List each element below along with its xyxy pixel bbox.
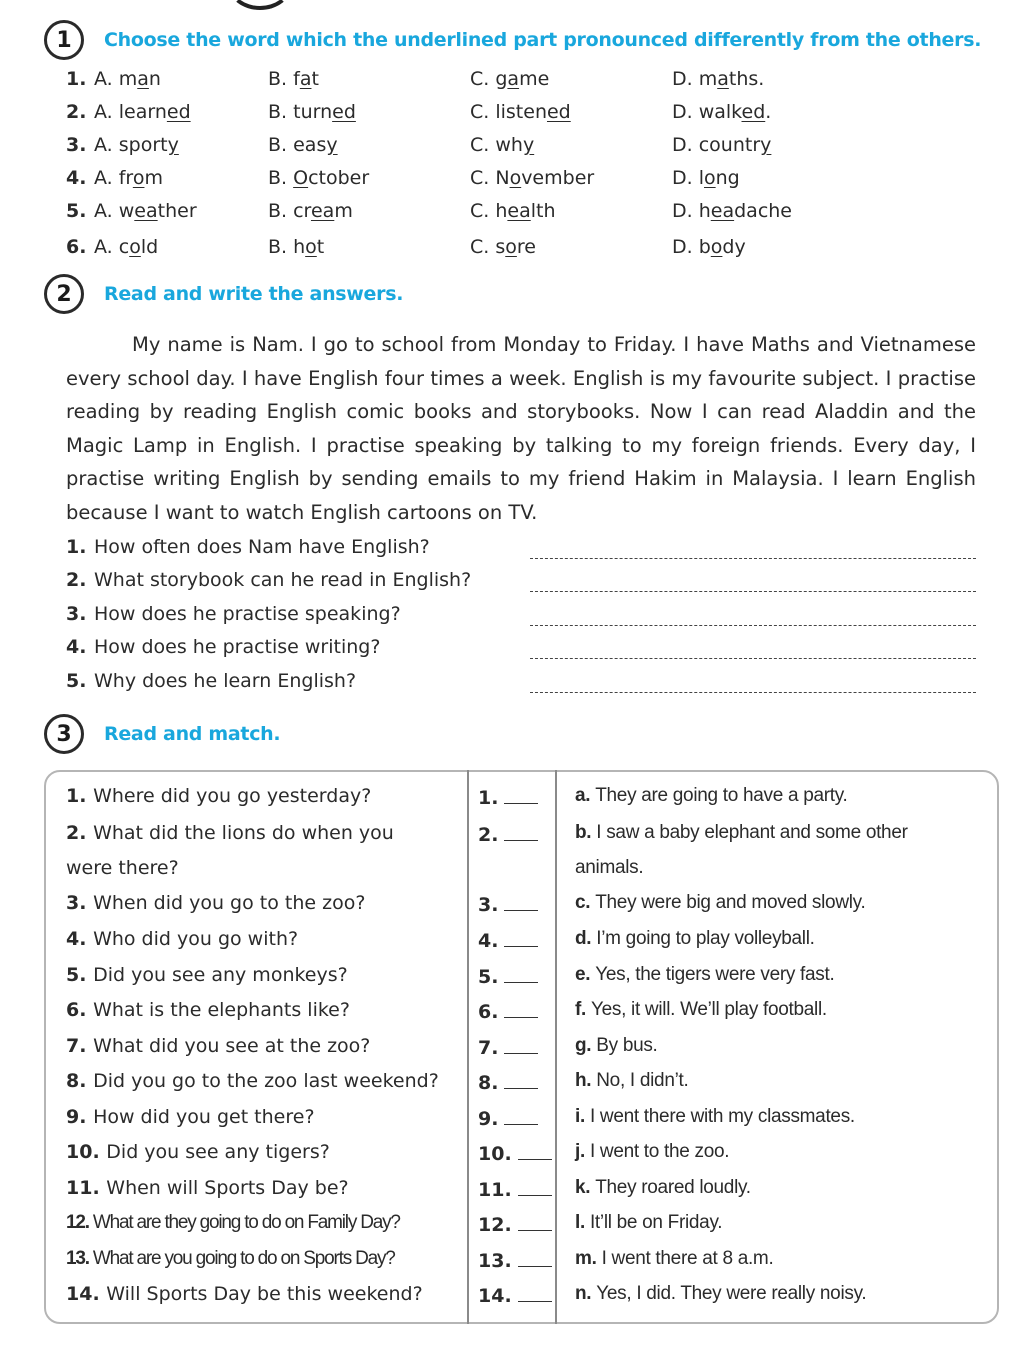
answer-blank[interactable] — [504, 1040, 538, 1054]
match-question — [66, 822, 394, 844]
exercise-1-title: Choose the word which the underlined part pronounced differently from the others. — [104, 29, 982, 51]
page-top-decoration — [228, 0, 292, 10]
question-text: How does he practise writing? — [94, 636, 381, 658]
question-text: What are you going to do on Sports Day? — [92, 1248, 395, 1269]
match-response — [575, 999, 827, 1021]
exercise-3-heading — [44, 714, 280, 754]
response-text: Yes, the tigers were very fast. — [595, 964, 835, 985]
answer-line[interactable] — [530, 692, 976, 693]
match-question — [66, 1070, 439, 1092]
match-question — [66, 1177, 349, 1199]
question-row — [66, 603, 976, 633]
answer-line[interactable] — [530, 558, 976, 559]
underlined-part: O — [293, 167, 309, 189]
response-text: By bus. — [596, 1035, 658, 1056]
response-letter: h. — [575, 1070, 597, 1091]
answer-option[interactable]: D. long — [672, 167, 740, 189]
exercise-1-number: 1 — [44, 20, 84, 60]
response-text: I went there at 8 a.m. — [601, 1248, 774, 1269]
match-question — [66, 928, 298, 950]
answer-blank[interactable] — [504, 969, 538, 983]
answer-blank[interactable] — [504, 827, 538, 841]
underlined-part: o — [129, 236, 141, 258]
answer-slot[interactable] — [478, 824, 538, 846]
question-number: 6. — [66, 999, 94, 1021]
match-response — [575, 1283, 866, 1305]
answer-blank[interactable] — [504, 1075, 538, 1089]
answer-slot[interactable] — [478, 930, 538, 952]
answer-number: 6. — [478, 1001, 499, 1023]
answer-number: 1. — [478, 787, 499, 809]
underlined-part: y — [326, 134, 338, 156]
answer-slot[interactable] — [478, 894, 538, 916]
response-letter: g. — [575, 1035, 597, 1056]
answer-blank[interactable] — [504, 790, 538, 804]
match-response — [575, 964, 834, 986]
answer-option[interactable]: B. easy — [268, 134, 338, 156]
question-number: 2. — [66, 569, 87, 591]
underlined-part: a — [137, 68, 149, 90]
answer-slot[interactable] — [478, 1143, 552, 1165]
exercise-2-heading — [44, 274, 403, 314]
match-response — [575, 785, 848, 807]
match-response — [575, 822, 908, 844]
match-question — [66, 892, 365, 914]
exercise-3-number: 3 — [44, 714, 84, 754]
answer-slot[interactable] — [478, 1001, 538, 1023]
answer-blank[interactable] — [518, 1288, 552, 1302]
question-text: Did you see any tigers? — [106, 1141, 330, 1163]
match-question — [66, 1141, 330, 1163]
response-letter: i. — [575, 1106, 590, 1127]
response-letter: d. — [575, 928, 597, 949]
underlined-part: ea — [710, 200, 735, 222]
underlined-part: ed — [741, 101, 766, 123]
answer-option[interactable]: D. walked. — [672, 101, 772, 123]
match-response — [575, 928, 815, 950]
response-letter: n. — [575, 1283, 597, 1304]
response-letter: a. — [575, 785, 596, 806]
answer-slot[interactable] — [478, 1250, 552, 1272]
response-text: I went there with my classmates. — [589, 1106, 855, 1127]
table-divider — [555, 770, 557, 1324]
answer-slot[interactable] — [478, 1037, 538, 1059]
match-response — [575, 1070, 688, 1092]
question-row — [66, 536, 976, 566]
question-number: 4. — [66, 928, 94, 950]
question-row — [66, 636, 976, 666]
answer-slot[interactable] — [478, 1285, 552, 1307]
answer-option[interactable]: A. sporty — [94, 134, 179, 156]
response-letter: b. — [575, 822, 597, 843]
underlined-part: a — [717, 68, 729, 90]
underlined-part: o — [132, 167, 145, 189]
response-text: They roared loudly. — [595, 1177, 751, 1198]
question-text: What did you see at the zoo? — [93, 1035, 371, 1057]
underlined-part: ea — [134, 200, 158, 222]
answer-slot[interactable] — [478, 787, 538, 809]
answer-option[interactable]: A. from — [94, 167, 163, 189]
answer-option[interactable]: C. game — [470, 68, 550, 90]
answer-option[interactable]: C. health — [470, 200, 556, 222]
exercise-2-number: 2 — [44, 274, 84, 314]
underlined-part: o — [710, 236, 723, 258]
match-response — [575, 892, 865, 914]
question-text: Who did you go with? — [93, 928, 299, 950]
response-letter: l. — [575, 1212, 590, 1233]
question-number: 11. — [66, 1177, 107, 1199]
answer-option[interactable]: B. fat — [268, 68, 319, 90]
question-number: 10. — [66, 1141, 107, 1163]
response-text: I went to the zoo. — [589, 1141, 730, 1162]
answer-option[interactable]: A. cold — [94, 236, 159, 258]
question-number: 1. — [66, 536, 87, 558]
question-number: 4. — [66, 636, 87, 658]
question-number: 2. — [66, 822, 94, 844]
match-response — [575, 1035, 658, 1057]
answer-line[interactable] — [530, 658, 976, 659]
underlined-part: o — [305, 236, 317, 258]
answer-number: 2. — [478, 824, 499, 846]
question-number: 1. — [66, 68, 87, 90]
question-text: What is the elephants like? — [93, 999, 350, 1021]
answer-number: 3. — [478, 894, 499, 916]
question-text: What are they going to do on Family Day? — [92, 1212, 400, 1233]
exercise-1-heading — [44, 20, 981, 60]
answer-number: 11. — [478, 1179, 512, 1201]
question-text: How did you get there? — [93, 1106, 315, 1128]
answer-option[interactable]: B. October — [268, 167, 370, 189]
underlined-part: a — [507, 68, 520, 90]
match-response — [575, 1106, 855, 1128]
question-number: 14. — [66, 1283, 107, 1305]
answer-number: 13. — [478, 1250, 512, 1272]
response-letter: j. — [575, 1141, 590, 1162]
answer-option[interactable]: D. body — [672, 236, 746, 258]
answer-number: 14. — [478, 1285, 512, 1307]
response-text: They were big and moved slowly. — [595, 892, 866, 913]
answer-slot[interactable] — [478, 1072, 538, 1094]
match-question — [66, 1106, 315, 1128]
reading-passage: My name is Nam. I go to school from Monday to Friday. I have Maths and Vietnamese every school day. I have English four times a week. English is my favourite subject. I practise reading by reading English comic books and storybooks. Now I can read Aladdin and the Magic Lamp in English. I practise speaking by talking to my foreign friends. Every day, I practise writing English by sending emails to my friend Hakim in Malaysia. I learn English because I want to watch English cartoons on TV. — [66, 333, 976, 524]
question-text: How often does Nam have English? — [94, 536, 430, 558]
question-number: 3. — [66, 603, 87, 625]
question-text: When will Sports Day be? — [106, 1177, 349, 1199]
question-text-continued: were there? — [66, 857, 179, 879]
question-number: 6. — [66, 236, 87, 258]
answer-option[interactable]: B. hot — [268, 236, 325, 258]
underlined-part: ed — [546, 101, 571, 123]
answer-slot[interactable] — [478, 1214, 552, 1236]
exercise-3-title: Read and match. — [104, 723, 281, 745]
answer-number: 8. — [478, 1072, 499, 1094]
match-question — [66, 999, 350, 1021]
question-number: 9. — [66, 1106, 94, 1128]
answer-number: 12. — [478, 1214, 512, 1236]
answer-line[interactable] — [530, 591, 976, 592]
question-text: How does he practise speaking? — [94, 603, 401, 625]
underlined-part: o — [704, 167, 716, 189]
answer-option[interactable]: A. man — [94, 68, 161, 90]
answer-number: 10. — [478, 1143, 512, 1165]
answer-blank[interactable] — [518, 1217, 552, 1231]
answer-number: 7. — [478, 1037, 499, 1059]
answer-number: 4. — [478, 930, 499, 952]
response-letter: f. — [575, 999, 591, 1020]
response-letter: m. — [575, 1248, 602, 1269]
answer-option[interactable]: C. listened — [470, 101, 571, 123]
match-question — [66, 785, 371, 807]
response-text: No, I didn’t. — [596, 1070, 689, 1091]
match-response — [575, 1212, 722, 1234]
underlined-part: ea — [507, 200, 531, 222]
match-question — [66, 1283, 423, 1305]
question-number: 8. — [66, 1070, 94, 1092]
question-number: 13. — [66, 1248, 93, 1269]
question-number: 5. — [66, 200, 87, 222]
answer-blank[interactable] — [518, 1146, 552, 1160]
question-text: What storybook can he read in English? — [94, 569, 472, 591]
question-number: 7. — [66, 1035, 94, 1057]
question-row — [66, 569, 976, 599]
response-text: I saw a baby elephant and some other — [596, 822, 908, 843]
response-text-continued: animals. — [575, 857, 644, 878]
question-row — [66, 670, 976, 700]
answer-option[interactable]: A. weather — [94, 200, 197, 222]
question-number: 3. — [66, 134, 87, 156]
question-text: What did the lions do when you — [93, 822, 394, 844]
match-question — [66, 1035, 370, 1057]
answer-blank[interactable] — [518, 1253, 552, 1267]
answer-option[interactable]: C. why — [470, 134, 535, 156]
answer-option[interactable]: D. country — [672, 134, 772, 156]
answer-option[interactable]: D. headache — [672, 200, 792, 222]
response-text: I’m going to play volleyball. — [596, 928, 815, 949]
match-question — [66, 1212, 400, 1234]
question-number: 4. — [66, 167, 87, 189]
answer-option[interactable]: C. sore — [470, 236, 536, 258]
match-response — [575, 1248, 773, 1270]
answer-blank[interactable] — [504, 897, 538, 911]
match-question — [66, 1248, 395, 1270]
exercise-2-title: Read and write the answers. — [104, 283, 404, 305]
response-text: They are going to have a party. — [595, 785, 848, 806]
answer-slot[interactable] — [478, 1179, 552, 1201]
response-letter: c. — [575, 892, 596, 913]
match-response — [575, 1141, 729, 1163]
answer-option[interactable]: B. turned — [268, 101, 356, 123]
question-number: 2. — [66, 101, 87, 123]
underlined-part: o — [509, 167, 522, 189]
underlined-part: ea — [310, 200, 335, 222]
underlined-part: ed — [332, 101, 356, 123]
match-question — [66, 964, 348, 986]
question-number: 5. — [66, 670, 87, 692]
underlined-part: o — [505, 236, 517, 258]
question-text: Did you go to the zoo last weekend? — [93, 1070, 439, 1092]
answer-slot[interactable] — [478, 966, 538, 988]
question-text: Where did you go yesterday? — [93, 785, 372, 807]
question-text: When did you go to the zoo? — [93, 892, 366, 914]
question-text: Will Sports Day be this weekend? — [106, 1283, 423, 1305]
question-number: 5. — [66, 964, 94, 986]
underlined-part: y — [167, 134, 179, 156]
answer-option[interactable]: B. cream — [268, 200, 353, 222]
response-letter: k. — [575, 1177, 596, 1198]
underlined-part: y — [760, 134, 772, 156]
match-response — [575, 1177, 751, 1199]
answer-number: 9. — [478, 1108, 499, 1130]
answer-option[interactable]: D. maths. — [672, 68, 765, 90]
underlined-part: a — [299, 68, 312, 90]
response-letter: e. — [575, 964, 596, 985]
question-number: 12. — [66, 1212, 93, 1233]
table-divider — [467, 770, 469, 1324]
question-text: Why does he learn English? — [94, 670, 357, 692]
response-text: It’ll be on Friday. — [589, 1212, 723, 1233]
answer-option[interactable]: A. learned — [94, 101, 191, 123]
answer-blank[interactable] — [504, 933, 538, 947]
underlined-part: ed — [166, 101, 191, 123]
answer-blank[interactable] — [504, 1004, 538, 1018]
response-text: Yes, I did. They were really noisy. — [596, 1283, 867, 1304]
question-text: Did you see any monkeys? — [93, 964, 348, 986]
answer-blank[interactable] — [518, 1182, 552, 1196]
answer-line[interactable] — [530, 625, 976, 626]
question-number: 3. — [66, 892, 94, 914]
response-text: Yes, it will. We’ll play football. — [591, 999, 827, 1020]
underlined-part: y — [522, 134, 535, 156]
answer-option[interactable]: C. November — [470, 167, 595, 189]
answer-blank[interactable] — [504, 1111, 538, 1125]
question-number: 1. — [66, 785, 94, 807]
answer-number: 5. — [478, 966, 499, 988]
answer-slot[interactable] — [478, 1108, 538, 1130]
